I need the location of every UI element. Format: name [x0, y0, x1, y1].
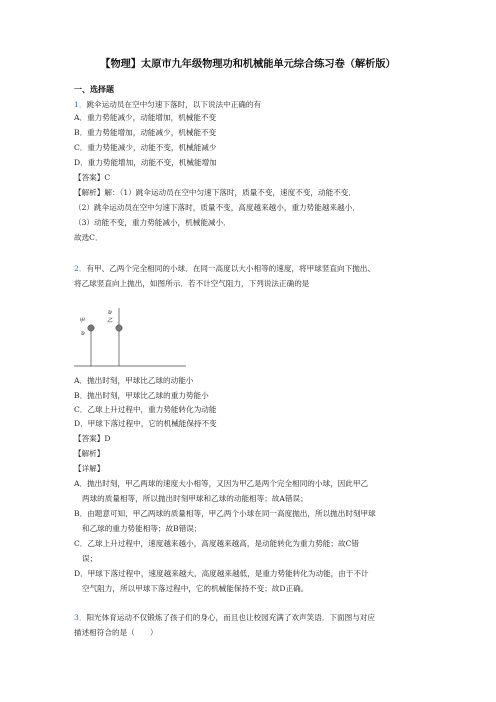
- question-2-number: 2．: [74, 264, 87, 273]
- question-1-analysis-line: （3）动能不变，重力势能减小，机械能减小．: [74, 218, 231, 227]
- question-2-option-b: B．抛出时刻，甲球比乙球的重力势能小: [74, 391, 209, 400]
- question-2-detail-line: 空气阻力，所以甲球下落过程中，它的机械能保持不变；故D正确。: [82, 584, 309, 593]
- question-1-conclusion: 故选C．: [74, 233, 103, 242]
- question-3-number: 3．: [74, 613, 87, 622]
- question-1-answer: 【答案】C: [74, 173, 111, 182]
- question-2-detail-line: 两球的质量相等，所以抛出时刻甲球和乙球的动能相等；故A错误；: [82, 494, 308, 503]
- ball-jia: [88, 325, 94, 331]
- question-2-detail-line: B．由题意可知，甲乙两球的质量相等，甲乙两个小球在同一高度抛出，所以抛出时刻甲球: [74, 509, 376, 518]
- label-v-down: υ: [81, 330, 85, 337]
- question-1-option-a: A．重力势能减少，动能增加，机械能不变: [74, 113, 217, 122]
- question-2-text: 有甲、乙两个完全相同的小球．在同一高度以大小相等的速度，将甲球竖直向下抛出、: [86, 264, 375, 273]
- section-heading: 一、选择题: [74, 85, 114, 94]
- question-2-detail-line: A．抛出时刻，甲乙两球的速度大小相等，又因为甲乙是两个完全相同的小球，因此甲乙: [74, 479, 369, 488]
- label-jia: 甲: [79, 318, 85, 324]
- question-3-stem-line: 描述相符合的是（ ）: [74, 628, 158, 637]
- question-3-stem-line: [74, 614, 375, 622]
- question-2-detail-line: D．甲球下落过程中，速度越来越大，高度越来越低，是重力势能转化为动能，由于不计: [74, 569, 369, 578]
- question-1-option-d: D．重力势能增加，动能不变，机械能增加: [74, 158, 217, 167]
- question-2-detail-title: 【详解】: [74, 464, 105, 473]
- question-3-text: 阳光体育运动不仅锻炼了孩子们的身心，而且也让校园充满了欢声笑语．下面图与对应: [86, 613, 375, 622]
- question-2-detail-line: 和乙球的重力势能相等；故B错误；: [82, 524, 202, 533]
- question-1-option-b: B．重力势能增加，动能减少，机械能不变: [74, 128, 217, 137]
- question-1-number: 1．: [74, 100, 87, 109]
- question-1-analysis-line: （2）跳伞运动员在空中匀速下落时，质量不变，高度越来越小，重力势能越来越小．: [74, 203, 360, 212]
- question-2-option-a: A．抛出时刻，甲球比乙球的动能小: [74, 376, 194, 385]
- question-1-analysis-line: 【解析】解：（1）跳伞运动员在空中匀速下落时，质量不变，速度不变，动能不变．: [74, 188, 356, 197]
- page-title: 【物理】太原市九年级物理功和机械能单元综合练习卷（解析版）: [100, 59, 396, 70]
- question-2-detail-line: C．乙球上升过程中，速度越来越小，高度越来越高，是动能转化为重力势能；故C错: [74, 539, 359, 548]
- question-1-option-c: C．重力势能减少，动能不变，机械能减少: [74, 143, 217, 152]
- question-2-stem-line: [74, 265, 375, 273]
- label-yi: 乙: [107, 318, 113, 324]
- question-2-stem-line: 将乙球竖直向上抛出，如图所示．若不计空气阻力，下列说法正确的是: [74, 279, 310, 288]
- label-v-up: υ: [108, 309, 112, 316]
- question-2-option-c: C．乙球上升过程中，重力势能转化为动能: [74, 405, 217, 414]
- question-2-option-d: D．甲球下落过程中，它的机械能保持不变: [74, 419, 217, 428]
- question-2-analysis-title: 【解析】: [74, 449, 105, 458]
- question-2-answer: 【答案】D: [74, 434, 111, 443]
- question-1-stem: [74, 101, 261, 109]
- balls-figure: [74, 308, 214, 368]
- question-1-text: 跳伞运动员在空中匀速下落时，以下说法中正确的有: [86, 100, 262, 109]
- ball-yi: [116, 325, 122, 331]
- question-2-detail-line: 误；: [82, 554, 98, 563]
